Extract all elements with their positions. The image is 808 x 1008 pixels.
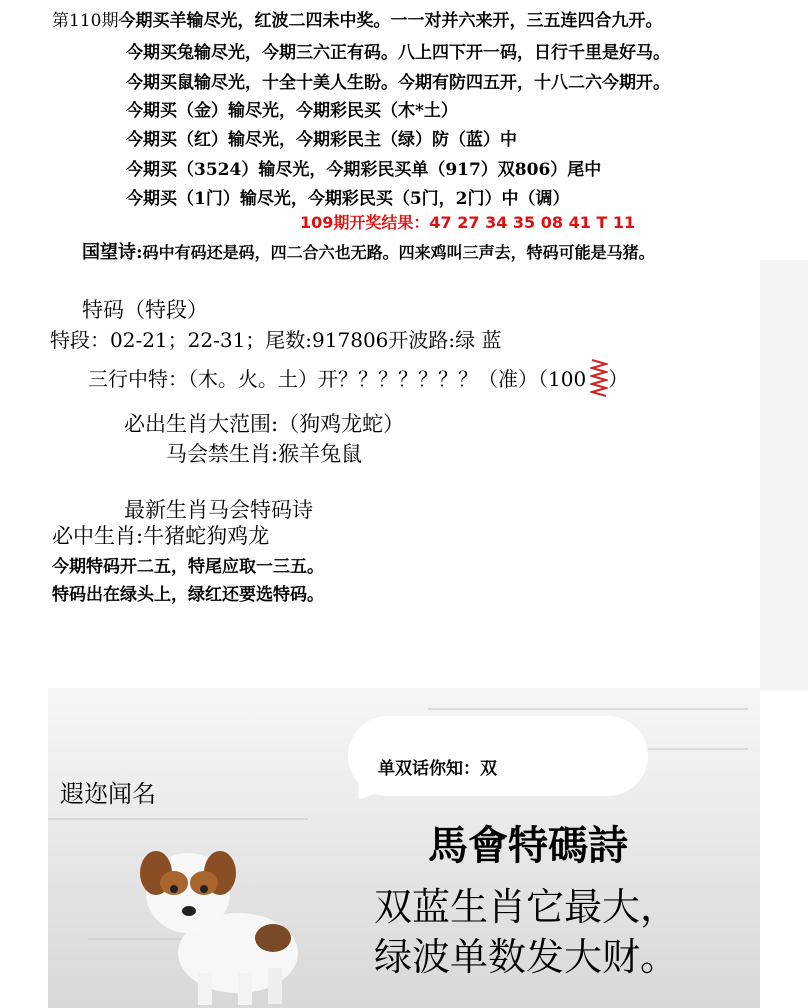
issue-label: 第110期 [52,11,119,31]
header-line-3: 今期买鼠输尽光，十全十美人生盼。今期有防四五开，十八二六今期开。 [126,73,670,93]
header-line-5: 今期买（红）输尽光，今期彩民主（绿）防（蓝）中 [126,130,517,150]
zodiac-poem-title: 最新生肖马会特码诗 [124,498,313,522]
header-line-7: 今期买（1门）输尽光，今期彩民买（5门，2门）中（调） [126,189,570,209]
poem-line [82,238,655,264]
zodiac-must: 必中生肖:牛猪蛇狗鸡龙 [52,524,270,548]
left-margin [0,0,48,680]
percent-stamp [590,354,608,394]
zodiac-verse-2: 特码出在绿头上，绿红还要选特码。 [52,585,324,605]
zodiac-range: 必出生肖大范围:（狗鸡龙蛇） [124,412,405,436]
poem-text: 码中有码还是码，四二合六也无路。四来鸡叫三声去，特码可能是马猪。 [142,243,655,262]
header-line-1: 今期买羊输尽光，红波二四未中奖。一一对并六来开，三五连四合九开。 [118,11,663,31]
tema-title: 特码（特段） [82,298,208,322]
header-line-4: 今期买（金）输尽光，今期彩民买（木*土） [126,101,458,121]
zodiac-verse-1: 今期特码开二五，特尾应取一三五。 [52,557,324,577]
puppy-image [128,833,328,1008]
three-line-end: ） [608,367,629,391]
right-margin [760,260,808,690]
footer-title: 馬會特碼詩 [428,823,628,869]
three-line [88,354,628,394]
three-line-text: 三行中特：（木。火。土）开？？？？？？？（准）（100 [88,367,587,391]
bubble-text: 单双话你知：双 [378,759,497,779]
squiggle-icon [590,354,608,400]
footer-verse-2: 绿波单数发大财。 [374,935,679,979]
footer-banner [48,688,760,1008]
poem-label: 国望诗: [82,242,143,263]
fame-text: 遐迩闻名 [60,780,156,808]
result-line: 109期开奖结果：47 27 34 35 08 41 T 11 [300,213,636,232]
tema-line: 特段：02-21；22-31；尾数:917806开波路:绿 蓝 [50,328,502,352]
header-line-2: 今期买兔输尽光，今期三六正有码。八上四下开一码，日行千里是好马。 [126,43,670,63]
issue-line [52,6,662,31]
header-line-6: 今期买（3524）输尽光，今期彩民买单（917）双806）尾中 [126,160,602,180]
footer-verse-1: 双蓝生肖它最大， [374,885,679,929]
zodiac-forbid: 马会禁生肖:猴羊兔鼠 [166,442,363,466]
